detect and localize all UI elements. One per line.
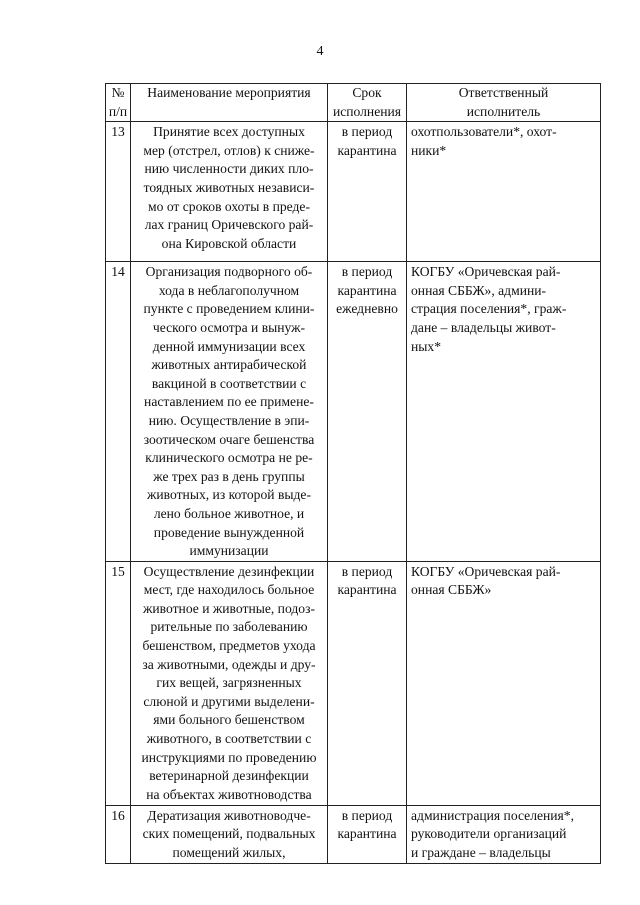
text-line: карантина <box>337 826 397 842</box>
text-line: КОГБУ «Оричевская рай- <box>411 563 561 579</box>
text-line: нию. Осуществление в эпи- <box>148 412 310 428</box>
measures-table <box>105 83 601 864</box>
text-line: карантина <box>337 582 397 598</box>
header-num-line: п/п <box>108 103 128 119</box>
text-line: животных антирабической <box>151 357 307 373</box>
text-line: бешенством, предметов ухода <box>142 638 316 654</box>
header-num <box>106 84 131 122</box>
header-responsible-line: исполнитель <box>466 103 541 119</box>
measure-responsible <box>407 805 601 863</box>
measure-name <box>131 122 328 262</box>
text-line: в период <box>341 563 393 579</box>
header-num-line: № <box>111 85 125 100</box>
page-number: 4 <box>316 44 324 59</box>
table-row <box>106 561 601 805</box>
text-line: иммунизации <box>189 543 269 559</box>
header-name-line: Наименование мероприятия <box>147 85 311 100</box>
text-line: животное и животные, подоз- <box>143 600 315 616</box>
text-line: зоотическом очаге бешенства <box>143 431 315 447</box>
text-line: гих вещей, загрязненных <box>156 675 302 691</box>
header-responsible-line: Ответственный <box>458 85 549 100</box>
text-line: в период <box>341 807 393 823</box>
text-line: Дератизация животноводче- <box>147 807 311 823</box>
text-line: животного, в соответствии с <box>146 731 312 747</box>
measure-responsible <box>407 122 601 262</box>
text-line: и граждане – владельцы <box>411 844 551 860</box>
text-line: карантина <box>337 282 397 298</box>
text-line: нию численности диких пло- <box>144 161 314 177</box>
measure-responsible <box>407 561 601 805</box>
measure-responsible <box>407 262 601 562</box>
text-line: ями больного бешенством <box>153 712 305 728</box>
text-line: наставлением по ее примене- <box>144 394 314 410</box>
measure-name <box>131 805 328 863</box>
measure-term <box>328 805 407 863</box>
text-line: на объектах животноводства <box>146 786 312 802</box>
header-term <box>328 84 407 122</box>
text-line: в период <box>341 124 393 140</box>
row-number: 14 <box>106 262 131 562</box>
row-number: 16 <box>106 805 131 863</box>
text-line: же трех раз в день группы <box>153 468 305 484</box>
row-number: 15 <box>106 561 131 805</box>
table-row <box>106 122 601 262</box>
row-number: 13 <box>106 122 131 262</box>
text-line: хода в неблагополучном <box>158 282 300 298</box>
text-line: ветеринарной дезинфекции <box>149 768 309 784</box>
text-line: в период <box>341 264 393 280</box>
measure-term <box>328 262 407 562</box>
text-line: КОГБУ «Оричевская рай- <box>411 264 561 280</box>
text-line: мер (отстрел, отлов) к сниже- <box>143 142 315 158</box>
text-line: страция поселения*, граж- <box>411 301 567 317</box>
text-line: дане – владельцы живот- <box>411 319 556 335</box>
table-header-row <box>106 84 601 122</box>
text-line: карантина <box>337 142 397 158</box>
text-line: денной иммунизации всех <box>152 338 306 354</box>
text-line: онная СББЖ» <box>411 582 492 598</box>
measure-term <box>328 122 407 262</box>
text-line: вакциной в соответствии с <box>151 375 307 391</box>
text-line: за животными, одежды и дру- <box>142 656 316 672</box>
text-line: животных, из которой выде- <box>147 487 311 503</box>
text-line: Организация подворного об- <box>145 264 313 280</box>
text-line: ежедневно <box>336 301 398 317</box>
text-line: инструкциями по проведению <box>141 749 317 765</box>
text-line: помещений жилых, <box>172 844 286 860</box>
header-name <box>131 84 328 122</box>
text-line: лах границ Оричевского рай- <box>144 217 314 233</box>
text-line: руководители организаций <box>411 826 567 842</box>
text-line: проведение вынужденной <box>153 524 305 540</box>
text-line: онная СББЖ», админи- <box>411 282 547 298</box>
text-line: Осуществление дезинфекции <box>143 563 315 579</box>
text-line: тоядных животных независи- <box>143 179 315 195</box>
text-line: пункте с проведением клини- <box>143 301 315 317</box>
measure-name <box>131 262 328 562</box>
text-line: она Кировской области <box>161 235 297 251</box>
text-line: слюной и другими выделени- <box>143 693 315 709</box>
measure-term <box>328 561 407 805</box>
text-line: ники* <box>411 142 447 158</box>
table-row <box>106 262 601 562</box>
text-line: рительные по заболеванию <box>150 619 308 635</box>
table-row <box>106 805 601 863</box>
text-line: охотпользователи*, охот- <box>411 124 557 140</box>
text-line: мест, где находилось больное <box>143 582 315 598</box>
text-line: ских помещений, подвальных <box>142 826 316 842</box>
text-line: клинического осмотра не ре- <box>145 450 313 466</box>
text-line: Принятие всех доступных <box>153 124 305 140</box>
text-line: мо от сроков охоты в преде- <box>148 198 310 214</box>
measure-name <box>131 561 328 805</box>
header-term-line: исполнения <box>332 103 402 119</box>
header-term-line: Срок <box>352 85 382 100</box>
header-responsible <box>407 84 601 122</box>
text-line: ческого осмотра и вынуж- <box>152 319 306 335</box>
text-line: лено больное животное, и <box>153 505 305 521</box>
text-line: администрация поселения*, <box>411 807 575 823</box>
text-line: ных* <box>411 338 442 354</box>
